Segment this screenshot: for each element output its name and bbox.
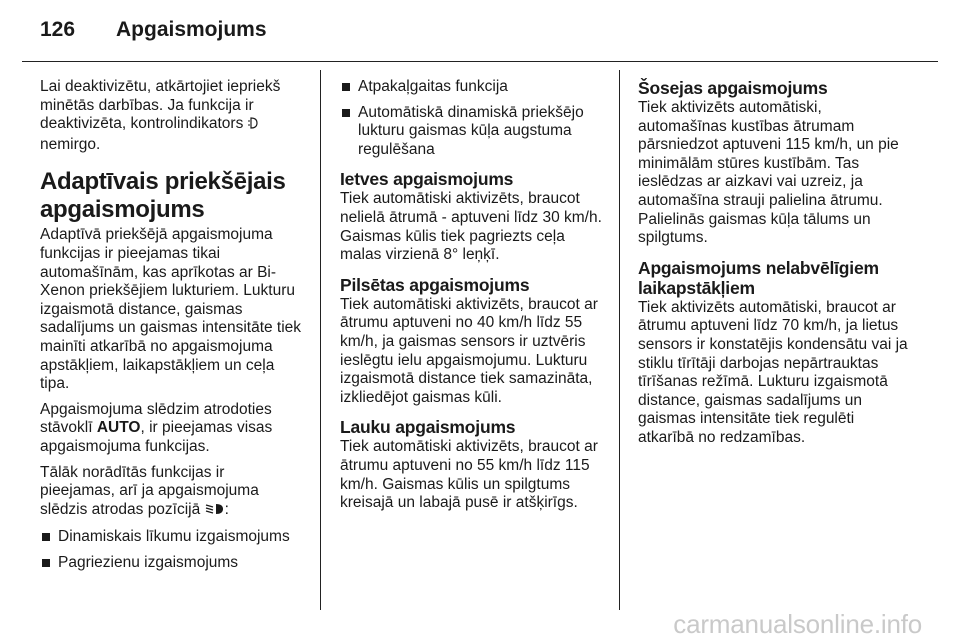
country-text: Tiek automātiski aktivizēts, braucot ar ātrumu aptuveni no 55 km/h līdz 115 km/h. Gaismas kūlis un spilgtums kreisajā un labajā pusē ir atšķirīgs. <box>340 438 598 512</box>
section-heading-adaptive: Adaptīvais priekšējais apgaismojums <box>40 168 286 224</box>
adaptive-paragraph-3: Tālāk norādītās funkcijas ir pieejamas, arī ja apgaismojuma slēdzis atrodas pozīcijā : <box>40 464 302 522</box>
intro-paragraph: Lai deaktivizētu, atkārtojiet iepriekš minētās darbības. Ja funkcija ir deaktivizēta, kontrolindikators nemirgo. <box>40 78 281 153</box>
list-item: Pagriezienu izgaismojums <box>40 554 302 573</box>
list-item: Dinamiskais līkumu izgaismojums <box>40 528 302 547</box>
column-divider-2 <box>619 70 620 610</box>
page-number: 126 <box>40 18 76 41</box>
bullet-square <box>42 533 50 541</box>
list-item: Atpakaļgaitas funkcija <box>340 78 606 97</box>
column-2 <box>340 78 606 520</box>
bullet-square <box>42 559 50 567</box>
watermark: carmanualsonline.info <box>673 609 922 639</box>
bad-weather-text: Tiek aktivizēts automātiski, braucot ar ātrumu aptuveni līdz 70 km/h, ja lietus sensors ir konstatējis kondensātu vai ja stiklu tīrītāji darbojas nepārtrauktas tīrīšanas režīmā. Lukturu izgaismotā distance, gaismas sadalījums un gaismas intensitāte tiek regulēti atkarībā no redzamības. <box>638 298 908 446</box>
bullet-square <box>342 83 350 91</box>
page-header <box>0 0 960 62</box>
list-item: Automātiskā dinamiskā priekšējo lukturu gaismas kūļa augstuma regulēšana <box>340 104 606 160</box>
function-list-2 <box>340 78 606 159</box>
column-3 <box>638 78 908 455</box>
section-heading-sidewalk: Ietves apgaismojums <box>340 169 514 190</box>
city-text: Tiek automātiski aktivizēts, braucot ar ātrumu aptuveni no 40 km/h līdz 55 km/h, ja gaismas sensors ir uztvēris ieslēgtu ielu apgaismojumu. Lukturu izgaismotā distance tiek samazināta, izkliedējot gaismas kūli. <box>340 295 598 406</box>
page-title: Apgaismojums <box>116 18 267 41</box>
adaptive-paragraph-2: Apgaismojuma slēdzim atrodoties stāvoklī AUTO, ir pieejamas visas apgaismojuma funkcijas. <box>40 400 273 455</box>
section-heading-bad-weather: Apgaismojums nelabvēlīgiem laikapstākļiem <box>638 257 879 298</box>
auto-position-label: AUTO <box>96 419 141 437</box>
function-list-1 <box>40 528 302 572</box>
bullet-square <box>342 109 350 117</box>
sidewalk-text: Tiek automātiski aktivizēts, braucot nelielā ātrumā - aptuveni līdz 30 km/h. Gaismas kūlis tiek pagriezts ceļa malas virzienā 8° leņķī. <box>340 190 602 264</box>
section-heading-highway: Šosejas apgaismojums <box>638 78 828 98</box>
header-divider <box>22 61 938 62</box>
headlamp-indicator-icon <box>248 116 260 136</box>
section-heading-city: Pilsētas apgaismojums <box>340 274 530 295</box>
column-divider-1 <box>320 70 321 610</box>
column-1 <box>40 78 302 579</box>
section-heading-country: Lauku apgaismojums <box>340 417 516 438</box>
adaptive-paragraph-1: Adaptīvā priekšējā apgaismojuma funkcijas ir pieejamas tikai automašīnām, kas aprīkotas ar Bi-Xenon priekšējiem lukturiem. Lukturu izgaismotā distance, gaismas sadalījums un gaismas intensitāte tiek mainīti atkarībā no apgaismojuma apstākļiem, laikapstākļiem un ceļa tipa. <box>40 226 302 393</box>
highway-text: Tiek aktivizēts automātiski, automašīnas kustības ātrumam pārsniedzot aptuveni 115 km/h, un pie minimālām stūres kustībām. Tas ieslēdzas ar aizkavi vai uzreiz, ja automašīna strauji palielina ātrumu. Palielinās gaismas kūļa tālums un spilgtums. <box>638 99 899 247</box>
low-beam-icon <box>205 502 225 522</box>
